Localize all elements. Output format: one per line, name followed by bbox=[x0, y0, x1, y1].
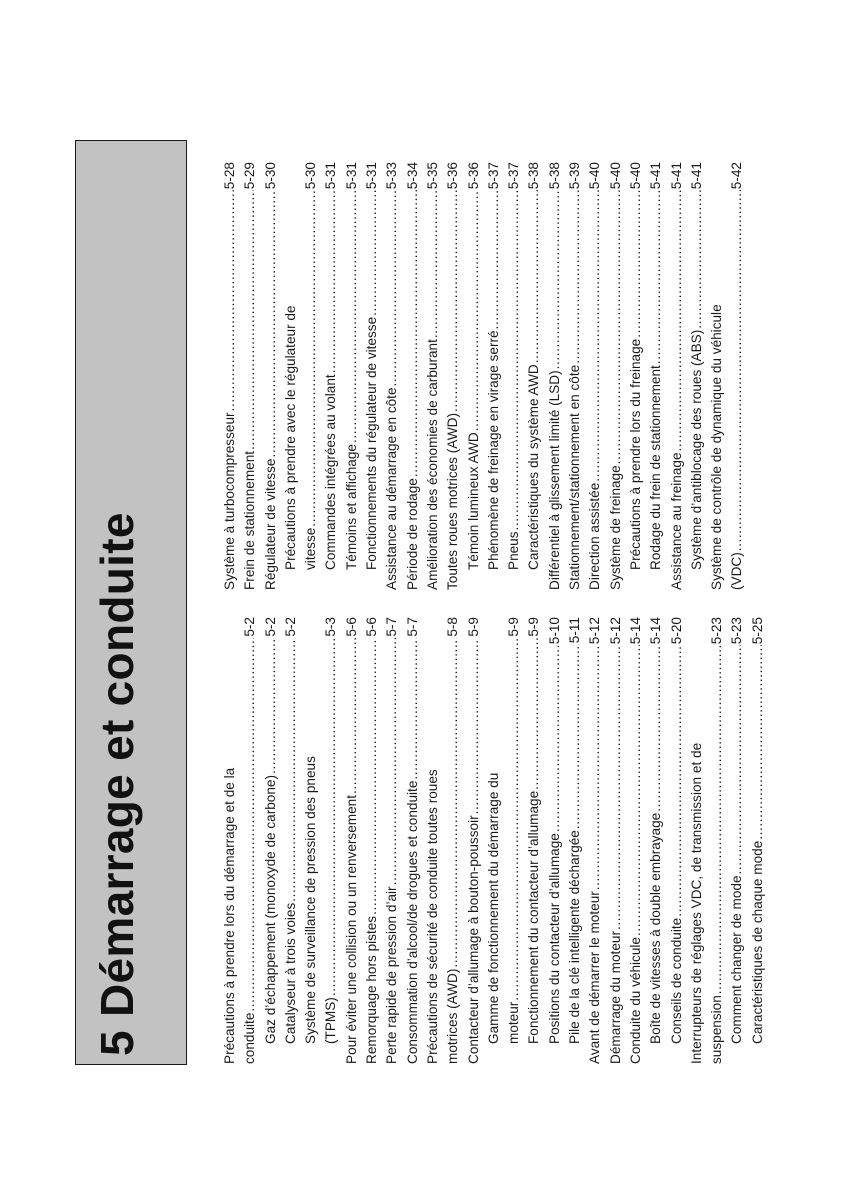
page-number: 5-6 bbox=[364, 617, 380, 637]
dot-leader bbox=[484, 190, 504, 329]
toc-entry-title: Conduite du véhicule bbox=[627, 937, 643, 1064]
dot-leader bbox=[748, 645, 768, 840]
dot-leader bbox=[321, 190, 341, 373]
toc-entry[interactable] bbox=[423, 617, 464, 1064]
toc-entry-title: motrices (AWD) bbox=[445, 968, 461, 1064]
toc-entry-title: conduite bbox=[242, 1012, 258, 1064]
toc-entry[interactable] bbox=[748, 617, 768, 1064]
toc-entry-title: Gaz d’échappement (monoxyde de carbone) bbox=[262, 774, 278, 1044]
dot-leader bbox=[321, 638, 341, 997]
dot-leader bbox=[626, 645, 646, 936]
dot-leader bbox=[240, 638, 260, 1012]
toc-entry[interactable] bbox=[403, 162, 423, 590]
page-number: 5-8 bbox=[445, 617, 461, 637]
toc-entry-title: Assistance au démarrage en côte bbox=[384, 387, 400, 590]
toc-entry[interactable] bbox=[464, 162, 484, 590]
page-number: 5-2 bbox=[242, 617, 258, 637]
toc-entry-title: Amélioration des économies de carburant bbox=[424, 339, 440, 590]
page-number: 5-31 bbox=[323, 162, 339, 190]
toc-entry-title: Avant de démarrer le moteur bbox=[587, 891, 603, 1064]
dot-leader bbox=[261, 190, 281, 457]
toc-entry-title: Différentiel à glissement limité (LSD) bbox=[546, 370, 562, 590]
toc-entry-title: Pneus bbox=[506, 531, 522, 570]
toc-entry[interactable] bbox=[362, 617, 382, 1064]
toc-entry-text-line: Interrupteurs de réglages VDC, de transmission et de bbox=[688, 742, 704, 1064]
dot-leader bbox=[727, 645, 747, 874]
toc-entry[interactable] bbox=[545, 162, 565, 590]
toc-entry-title: Frein de stationnement bbox=[242, 450, 258, 590]
page-number: 5-40 bbox=[587, 162, 603, 190]
toc-entry-text-line: Précautions à prendre lors du démarrage et de la bbox=[222, 767, 237, 1064]
toc-entry-title: Remorquage hors pistes bbox=[364, 915, 380, 1064]
toc-left-column bbox=[220, 617, 768, 1064]
page-number: 5-14 bbox=[648, 617, 664, 645]
dot-leader bbox=[220, 190, 240, 411]
toc-entry[interactable] bbox=[261, 617, 281, 1064]
toc-entry-title: Système de freinage bbox=[607, 465, 623, 590]
dot-leader bbox=[524, 190, 544, 363]
toc-entry[interactable] bbox=[382, 162, 402, 590]
page-number: 5-40 bbox=[607, 162, 623, 190]
toc-entry-title: Contacteur d’allumage à bouton-poussoir bbox=[465, 815, 481, 1064]
dot-leader bbox=[646, 190, 666, 364]
page-number: 5-31 bbox=[364, 162, 380, 190]
toc-entry-title: moteur bbox=[506, 1001, 522, 1044]
toc-entry-title: Pile de la clé intelligente déchargée bbox=[567, 830, 583, 1044]
dot-leader bbox=[504, 190, 524, 530]
toc-entry[interactable] bbox=[220, 162, 240, 590]
toc-entry-title: Toutes roues motrices (AWD) bbox=[445, 412, 461, 590]
toc-entry-title: Assistance au freinage bbox=[668, 452, 684, 590]
page-number: 5-37 bbox=[485, 162, 501, 190]
page-number: 5-34 bbox=[404, 162, 420, 190]
toc-entry[interactable] bbox=[484, 617, 525, 1064]
toc-entry-title: Démarrage du moteur bbox=[607, 931, 623, 1064]
dot-leader bbox=[667, 190, 687, 451]
toc-entry-title: Fonctionnement du contacteur d’allumage bbox=[526, 790, 542, 1044]
toc-entry-title: Perte rapide de pression d’air bbox=[384, 886, 400, 1064]
page-number: 5-41 bbox=[688, 162, 704, 190]
toc-entry-text-line: Système de surveillance de pression des pneus bbox=[303, 756, 319, 1044]
toc-entry-title: Système d’antiblocage des roues (ABS) bbox=[688, 329, 704, 570]
dot-leader bbox=[585, 645, 605, 890]
dot-leader bbox=[382, 190, 402, 386]
dot-leader bbox=[707, 645, 727, 994]
page-number: 5-36 bbox=[465, 162, 481, 190]
page-number: 5-25 bbox=[749, 617, 765, 645]
dot-leader bbox=[464, 190, 484, 431]
toc-entry[interactable] bbox=[565, 617, 585, 1064]
page-number: 5-7 bbox=[404, 617, 420, 637]
dot-leader bbox=[443, 190, 463, 412]
toc-entry-title: (TPMS) bbox=[323, 997, 339, 1044]
toc-entry-title: Direction assistée bbox=[587, 482, 603, 590]
dot-leader bbox=[261, 638, 281, 774]
page-number: 5-38 bbox=[526, 162, 542, 190]
dot-leader bbox=[606, 645, 626, 930]
toc-entry[interactable] bbox=[667, 617, 687, 1064]
dot-leader bbox=[504, 638, 524, 1001]
toc-entry[interactable] bbox=[362, 162, 382, 590]
toc-entry[interactable] bbox=[667, 162, 687, 590]
page-number: 5-42 bbox=[729, 162, 745, 190]
dot-leader bbox=[423, 190, 443, 338]
toc-entry-title: Caractéristiques de chaque mode bbox=[749, 840, 765, 1044]
dot-leader bbox=[342, 638, 362, 794]
toc-entry[interactable] bbox=[423, 162, 443, 590]
chapter-title: 5 Démarrage et conduite bbox=[91, 512, 143, 1056]
page-number: 5-41 bbox=[668, 162, 684, 190]
dot-leader bbox=[727, 190, 747, 551]
toc-entry[interactable] bbox=[687, 617, 728, 1064]
toc-entry-title: Témoin lumineux AWD bbox=[465, 432, 481, 570]
toc-entry-title: Phénomène de freinage en virage serré bbox=[485, 330, 501, 570]
dot-leader bbox=[545, 645, 565, 832]
page-number: 5-38 bbox=[546, 162, 562, 190]
toc-entry-title: Rodage du frein de stationnement bbox=[648, 365, 664, 570]
toc-entry-title: suspension bbox=[709, 995, 725, 1064]
toc-entry[interactable] bbox=[646, 617, 666, 1064]
page-number: 5-23 bbox=[709, 617, 725, 645]
toc-entry-title: Conseils de conduite bbox=[668, 917, 684, 1044]
toc-entry-title: Comment changer de mode bbox=[729, 875, 745, 1044]
page-number: 5-9 bbox=[465, 617, 481, 637]
page-number: 5-41 bbox=[648, 162, 664, 190]
dot-leader bbox=[240, 190, 260, 450]
dot-leader bbox=[646, 645, 666, 812]
toc-entry[interactable] bbox=[687, 162, 707, 590]
toc-entry[interactable] bbox=[524, 617, 544, 1064]
page-number: 5-11 bbox=[567, 617, 583, 644]
toc-entry-text-line: Système de contrôle de dynamique du véhicule bbox=[709, 304, 725, 590]
page-number: 5-28 bbox=[222, 162, 237, 190]
toc-entry[interactable] bbox=[585, 617, 605, 1064]
toc-entry-text-line: Précautions à prendre avec le régulateur de bbox=[282, 305, 298, 570]
toc-entry[interactable] bbox=[646, 162, 666, 590]
toc-entry[interactable] bbox=[240, 162, 260, 590]
toc-entry-text-line: Précautions de sécurité de conduite toutes roues bbox=[424, 769, 440, 1064]
toc-entry[interactable] bbox=[403, 617, 423, 1064]
toc-entry-text-line: Gamme de fonctionnement du démarrage du bbox=[485, 772, 501, 1044]
dot-leader bbox=[342, 190, 362, 443]
page-number: 5-40 bbox=[627, 162, 643, 190]
dot-leader bbox=[403, 190, 423, 477]
toc-entry-title: Témoins et affichage bbox=[343, 444, 359, 570]
page-number: 5-9 bbox=[506, 617, 522, 637]
page-number: 5-9 bbox=[526, 617, 542, 637]
page-number: 5-37 bbox=[506, 162, 522, 190]
toc-entry[interactable] bbox=[626, 162, 646, 590]
toc-entry-title: Système à turbocompresseur bbox=[222, 412, 237, 590]
dot-leader bbox=[403, 638, 423, 780]
dot-leader bbox=[524, 638, 544, 790]
toc-entry[interactable] bbox=[565, 162, 585, 590]
dot-leader bbox=[382, 638, 402, 886]
page-number: 5-2 bbox=[262, 617, 278, 637]
dot-leader bbox=[281, 638, 301, 902]
dot-leader bbox=[443, 638, 463, 968]
dot-leader bbox=[606, 190, 626, 464]
dot-leader bbox=[565, 190, 585, 364]
toc-entry[interactable] bbox=[545, 617, 565, 1064]
dot-leader bbox=[626, 190, 646, 338]
toc-entry[interactable] bbox=[281, 617, 301, 1064]
page-number: 5-30 bbox=[262, 162, 278, 190]
page-number: 5-20 bbox=[668, 617, 684, 645]
page-number: 5-30 bbox=[303, 162, 319, 190]
dot-leader bbox=[545, 190, 565, 369]
toc-entry[interactable] bbox=[220, 617, 261, 1064]
toc-entry[interactable] bbox=[464, 617, 484, 1064]
chapter-title-band bbox=[75, 140, 187, 1065]
toc-entry[interactable] bbox=[281, 162, 322, 590]
toc-entry-title: Catalyseur à trois voies bbox=[282, 902, 298, 1044]
toc-entry-title: Précautions à prendre lors du freinage bbox=[627, 338, 643, 570]
toc-entry-title: (VDC) bbox=[729, 552, 745, 590]
toc-entry[interactable] bbox=[261, 162, 281, 590]
page-number: 5-7 bbox=[384, 617, 400, 637]
dot-leader bbox=[464, 638, 484, 815]
toc-entry[interactable] bbox=[626, 617, 646, 1064]
dot-leader bbox=[585, 190, 605, 481]
toc-entry-title: Consommation d’alcool/de drogues et conduite bbox=[404, 780, 420, 1064]
toc-entry[interactable] bbox=[382, 617, 402, 1064]
toc-entry[interactable] bbox=[484, 162, 504, 590]
toc-entry[interactable] bbox=[443, 162, 463, 590]
toc-entry-title: Commandes intégrées au volant bbox=[323, 374, 339, 570]
toc-entry[interactable] bbox=[606, 617, 626, 1064]
toc-entry[interactable] bbox=[524, 162, 544, 590]
toc-entry-title: Positions du contacteur d’allumage bbox=[546, 833, 562, 1044]
toc-entry-title: Fonctionnements du régulateur de vitesse bbox=[364, 316, 380, 570]
toc-entry-title: Régulateur de vitesse bbox=[262, 458, 278, 590]
toc-right-column bbox=[220, 162, 748, 590]
dot-leader bbox=[362, 190, 382, 316]
dot-leader bbox=[687, 190, 707, 329]
toc-entry[interactable] bbox=[606, 162, 626, 590]
toc-entry[interactable] bbox=[727, 617, 747, 1064]
toc-entry[interactable] bbox=[342, 162, 362, 590]
page-number: 5-35 bbox=[424, 162, 440, 190]
toc-entry[interactable] bbox=[585, 162, 605, 590]
toc-entry-title: vitesse bbox=[303, 527, 319, 570]
toc-entry[interactable] bbox=[707, 162, 748, 590]
page-number: 5-2 bbox=[282, 617, 298, 637]
toc-entry-title: Pour éviter une collision ou un renversement bbox=[343, 794, 359, 1064]
page-number: 5-6 bbox=[343, 617, 359, 637]
dot-leader bbox=[565, 644, 585, 829]
dot-leader bbox=[667, 645, 687, 917]
page-number: 5-29 bbox=[242, 162, 258, 190]
toc-entry-title: Boîte de vitesses à double embrayage bbox=[648, 812, 664, 1044]
page-number: 5-31 bbox=[343, 162, 359, 190]
dot-leader bbox=[362, 638, 382, 915]
page-number: 5-12 bbox=[587, 617, 603, 645]
page-number: 5-14 bbox=[627, 617, 643, 645]
dot-leader bbox=[301, 190, 321, 526]
toc-entry-title: Stationnement/stationnement en côte bbox=[567, 364, 583, 590]
toc-entry-title: Période de rodage bbox=[404, 478, 420, 590]
toc-entry[interactable] bbox=[301, 617, 342, 1064]
page-number: 5-39 bbox=[567, 162, 583, 190]
page-number: 5-36 bbox=[445, 162, 461, 190]
toc-entry[interactable] bbox=[321, 162, 341, 590]
toc-entry[interactable] bbox=[342, 617, 362, 1064]
toc-entry[interactable] bbox=[504, 162, 524, 590]
page-number: 5-23 bbox=[729, 617, 745, 645]
page-number: 5-12 bbox=[607, 617, 623, 645]
toc-entry-title: Caractéristiques du système AWD bbox=[526, 364, 542, 570]
page-number: 5-3 bbox=[323, 617, 339, 637]
page-number: 5-10 bbox=[546, 617, 562, 645]
page-number: 5-33 bbox=[384, 162, 400, 190]
